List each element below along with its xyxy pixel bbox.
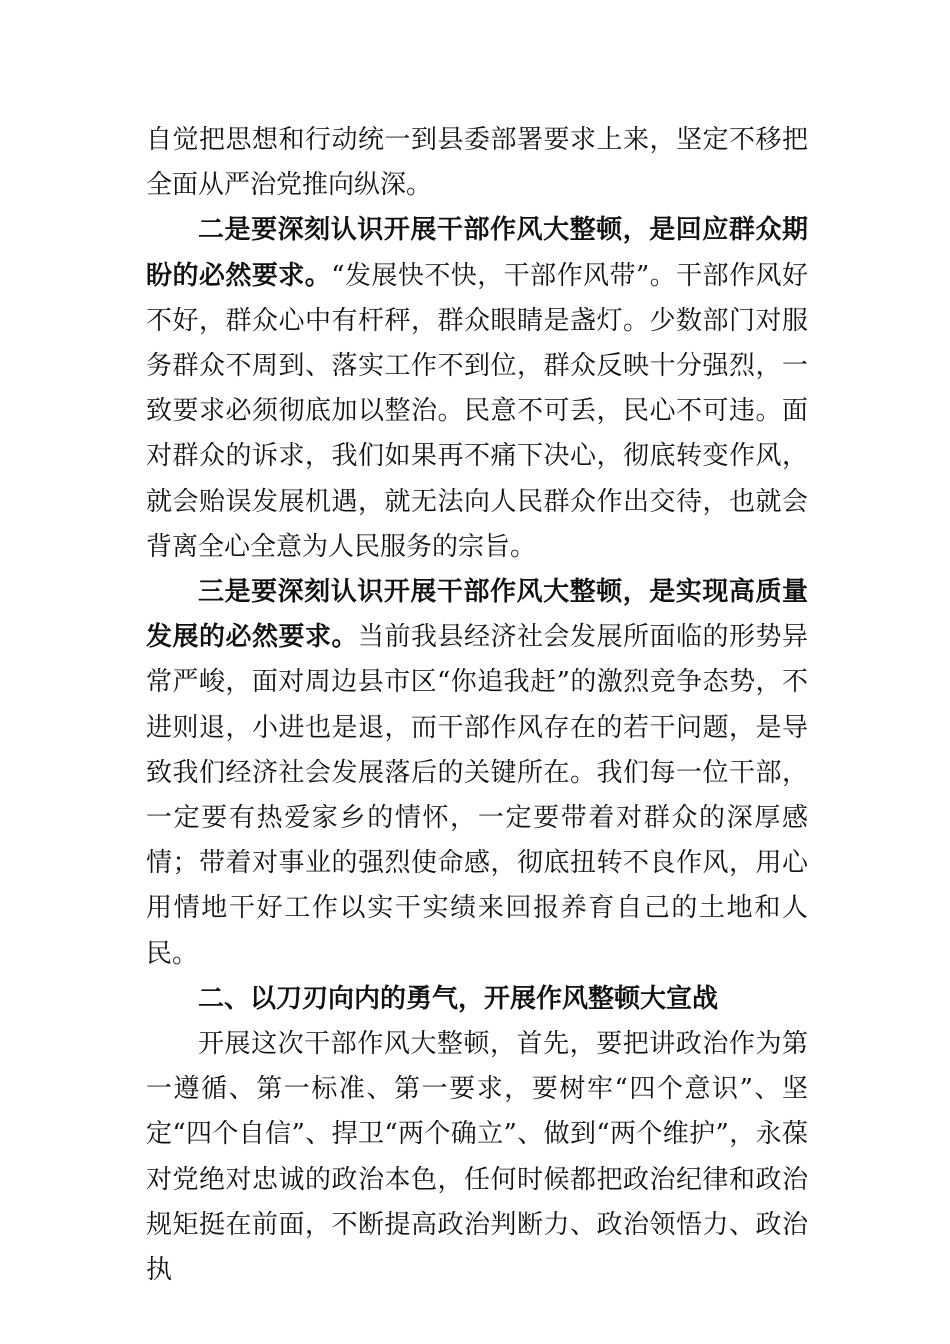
- paragraph-lead: 三是要深刻认识开展干部作风大整顿，是实现高质量发展的必然要求。: [146, 577, 808, 653]
- paragraph-text: 自觉把思想和行动统一到县委部署要求上来，坚定不移把全面从严治党推向纵深。: [146, 125, 808, 201]
- paragraph-continuation: [146, 118, 808, 208]
- paragraph-point-two: [146, 208, 808, 570]
- paragraph-text: “发展快不快，干部作风带”。干部作风好不好，群众心中有杆秤，群众眼睛是盏灯。少数部门对服务群众不周到、落实工作不到位，群众反映十分强烈，一致要求必须彻底加以整治。民意不可丢，民心不可违。面对群众的诉求，我们如果再不痛下决心，彻底转变作风，就会贻误发展机遇，就无法向人民群众作出交待，也就会背离全心全意为人民服务的宗旨。: [146, 260, 808, 562]
- document-page: [146, 118, 808, 1293]
- paragraph-section-body: [146, 1022, 808, 1293]
- section-heading: 二、以刀刃向内的勇气，开展作风整顿大宣战: [198, 983, 719, 1014]
- paragraph-lead: 二是要深刻认识开展干部作风大整顿，是回应群众期盼的必然要求。: [146, 215, 808, 291]
- paragraph-text: 开展这次干部作风大整顿，首先，要把讲政治作为第一遵循、第一标准、第一要求，要树牢“四个意识”、坚定“四个自信”、捍卫“两个确立”、做到“两个维护”，永葆对党绝对忠诚的政治本色，任何时候都把政治纪律和政治规矩挺在前面，不断提高政治判断力、政治领悟力、政治执: [146, 1029, 808, 1286]
- paragraph-text: 当前我县经济社会发展所面临的形势异常严峻，面对周边县市区“你追我赶”的激烈竞争态势，不进则退，小进也是退，而干部作风存在的若干问题，是导致我们经济社会发展落后的关键所在。我们每一位干部，一定要有热爱家乡的情怀，一定要带着对群众的深厚感情；带着对事业的强烈使命感，彻底扭转不良作风，用心用情地干好工作以实干实绩来回报养育自己的土地和人民。: [146, 622, 808, 969]
- paragraph-point-three: [146, 570, 808, 977]
